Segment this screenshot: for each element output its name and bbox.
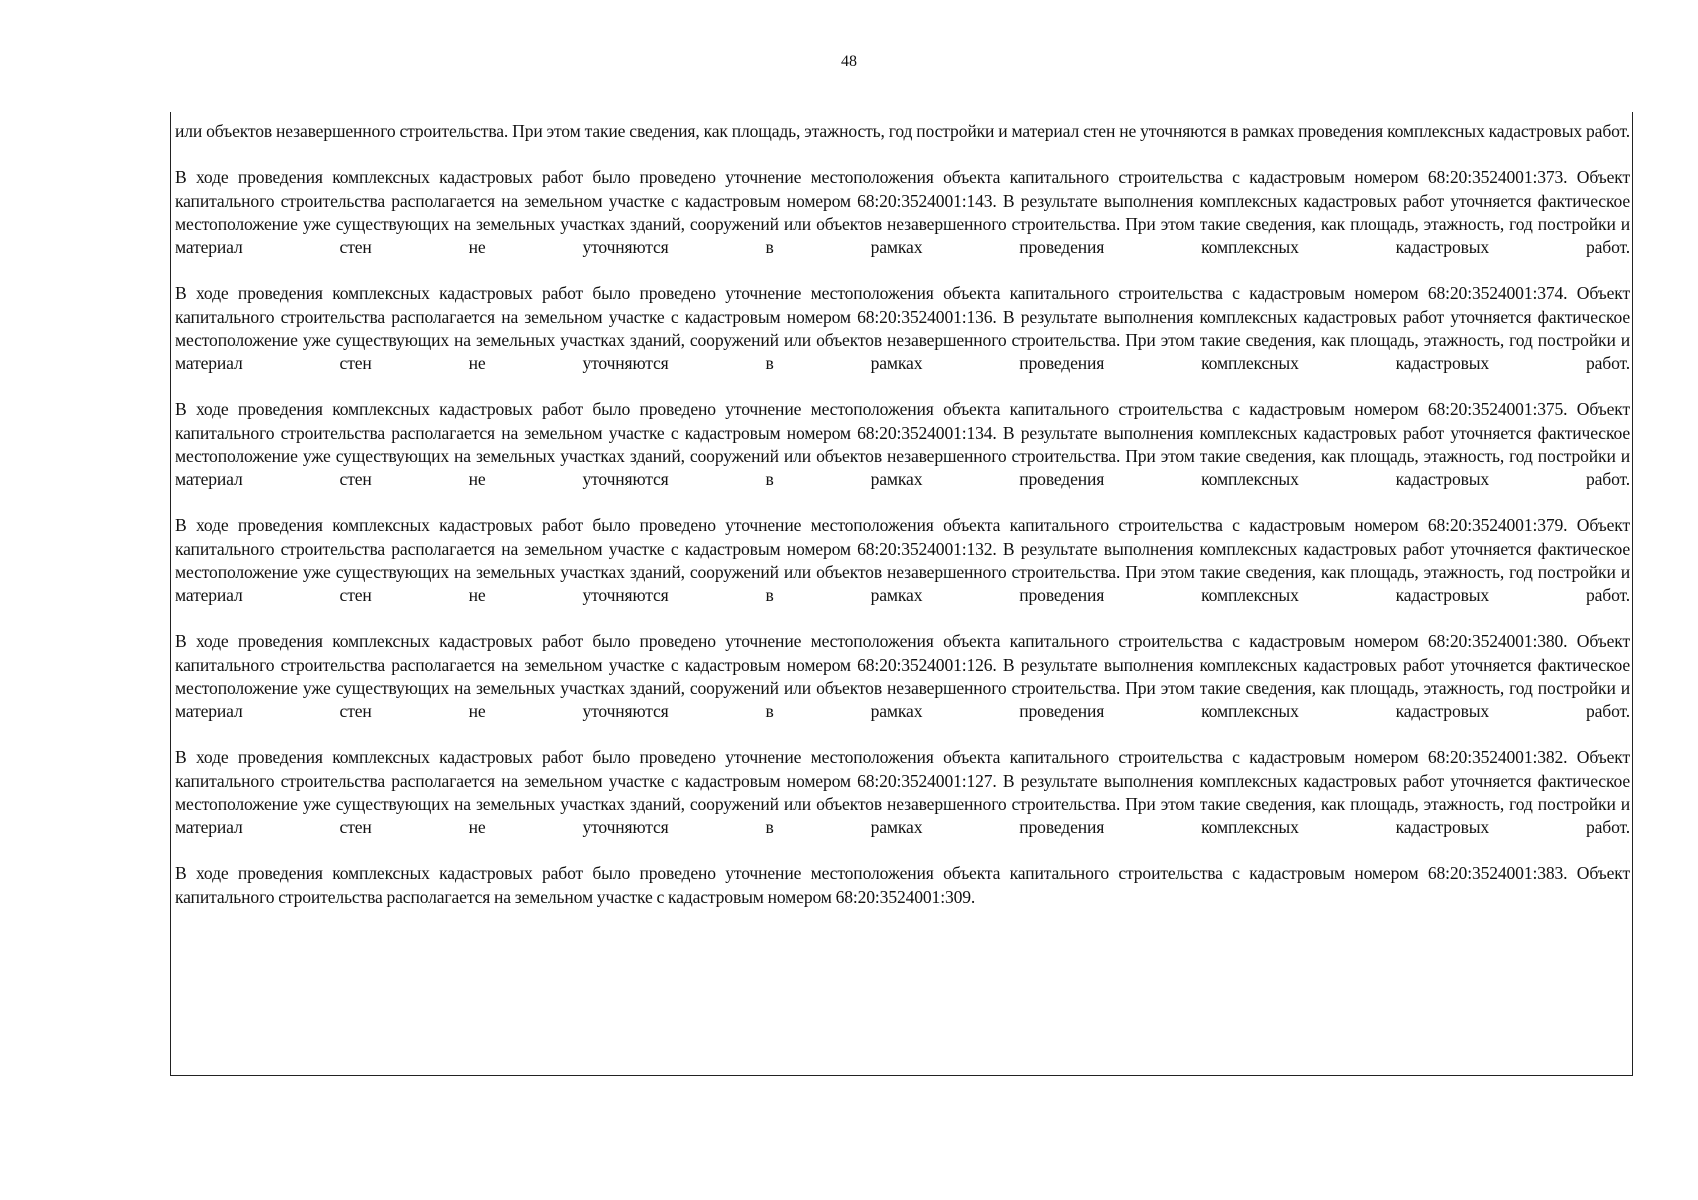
- document-frame: [170, 112, 1633, 1076]
- paragraph: В ходе проведения комплексных кадастровых работ было проведено уточнение местоположения объекта капитального строительства с кадастровым номером 68:20:3524001:374. Объект капитального строительства располагается на земельном участке с кадастровым номером 68:20:3524001:136. В результате выполнения комплексных кадастровых работ уточняется фактическое местоположение уже существующих на земельных участках зданий, сооружений или объектов незавершенного строительства. При этом такие сведения, как площадь, этажность, год постройки и материал стен не уточняются в рамках проведения комплексных кадастровых работ.: [175, 283, 1630, 373]
- paragraph: В ходе проведения комплексных кадастровых работ было проведено уточнение местоположения объекта капитального строительства с кадастровым номером 68:20:3524001:383. Объект капитального строительства располагается на земельном участке с кадастровым номером 68:20:3524001:309.: [175, 863, 1630, 907]
- paragraph: В ходе проведения комплексных кадастровых работ было проведено уточнение местоположения объекта капитального строительства с кадастровым номером 68:20:3524001:380. Объект капитального строительства располагается на земельном участке с кадастровым номером 68:20:3524001:126. В результате выполнения комплексных кадастровых работ уточняется фактическое местоположение уже существующих на земельных участках зданий, сооружений или объектов незавершенного строительства. При этом такие сведения, как площадь, этажность, год постройки и материал стен не уточняются в рамках проведения комплексных кадастровых работ.: [175, 631, 1630, 721]
- paragraph: В ходе проведения комплексных кадастровых работ было проведено уточнение местоположения объекта капитального строительства с кадастровым номером 68:20:3524001:373. Объект капитального строительства располагается на земельном участке с кадастровым номером 68:20:3524001:143. В результате выполнения комплексных кадастровых работ уточняется фактическое местоположение уже существующих на земельных участках зданий, сооружений или объектов незавершенного строительства. При этом такие сведения, как площадь, этажность, год постройки и материал стен не уточняются в рамках проведения комплексных кадастровых работ.: [175, 167, 1630, 257]
- page-number: 48: [841, 53, 857, 70]
- paragraph: или объектов незавершенного строительства. При этом такие сведения, как площадь, этажность, год постройки и материал стен не уточняются в рамках проведения комплексных кадастровых работ.: [175, 121, 1630, 141]
- paragraph: В ходе проведения комплексных кадастровых работ было проведено уточнение местоположения объекта капитального строительства с кадастровым номером 68:20:3524001:382. Объект капитального строительства располагается на земельном участке с кадастровым номером 68:20:3524001:127. В результате выполнения комплексных кадастровых работ уточняется фактическое местоположение уже существующих на земельных участках зданий, сооружений или объектов незавершенного строительства. При этом такие сведения, как площадь, этажность, год постройки и материал стен не уточняются в рамках проведения комплексных кадастровых работ.: [175, 747, 1630, 837]
- paragraph: В ходе проведения комплексных кадастровых работ было проведено уточнение местоположения объекта капитального строительства с кадастровым номером 68:20:3524001:375. Объект капитального строительства располагается на земельном участке с кадастровым номером 68:20:3524001:134. В результате выполнения комплексных кадастровых работ уточняется фактическое местоположение уже существующих на земельных участках зданий, сооружений или объектов незавершенного строительства. При этом такие сведения, как площадь, этажность, год постройки и материал стен не уточняются в рамках проведения комплексных кадастровых работ.: [175, 399, 1630, 489]
- paragraph: В ходе проведения комплексных кадастровых работ было проведено уточнение местоположения объекта капитального строительства с кадастровым номером 68:20:3524001:379. Объект капитального строительства располагается на земельном участке с кадастровым номером 68:20:3524001:132. В результате выполнения комплексных кадастровых работ уточняется фактическое местоположение уже существующих на земельных участках зданий, сооружений или объектов незавершенного строительства. При этом такие сведения, как площадь, этажность, год постройки и материал стен не уточняются в рамках проведения комплексных кадастровых работ.: [175, 515, 1630, 605]
